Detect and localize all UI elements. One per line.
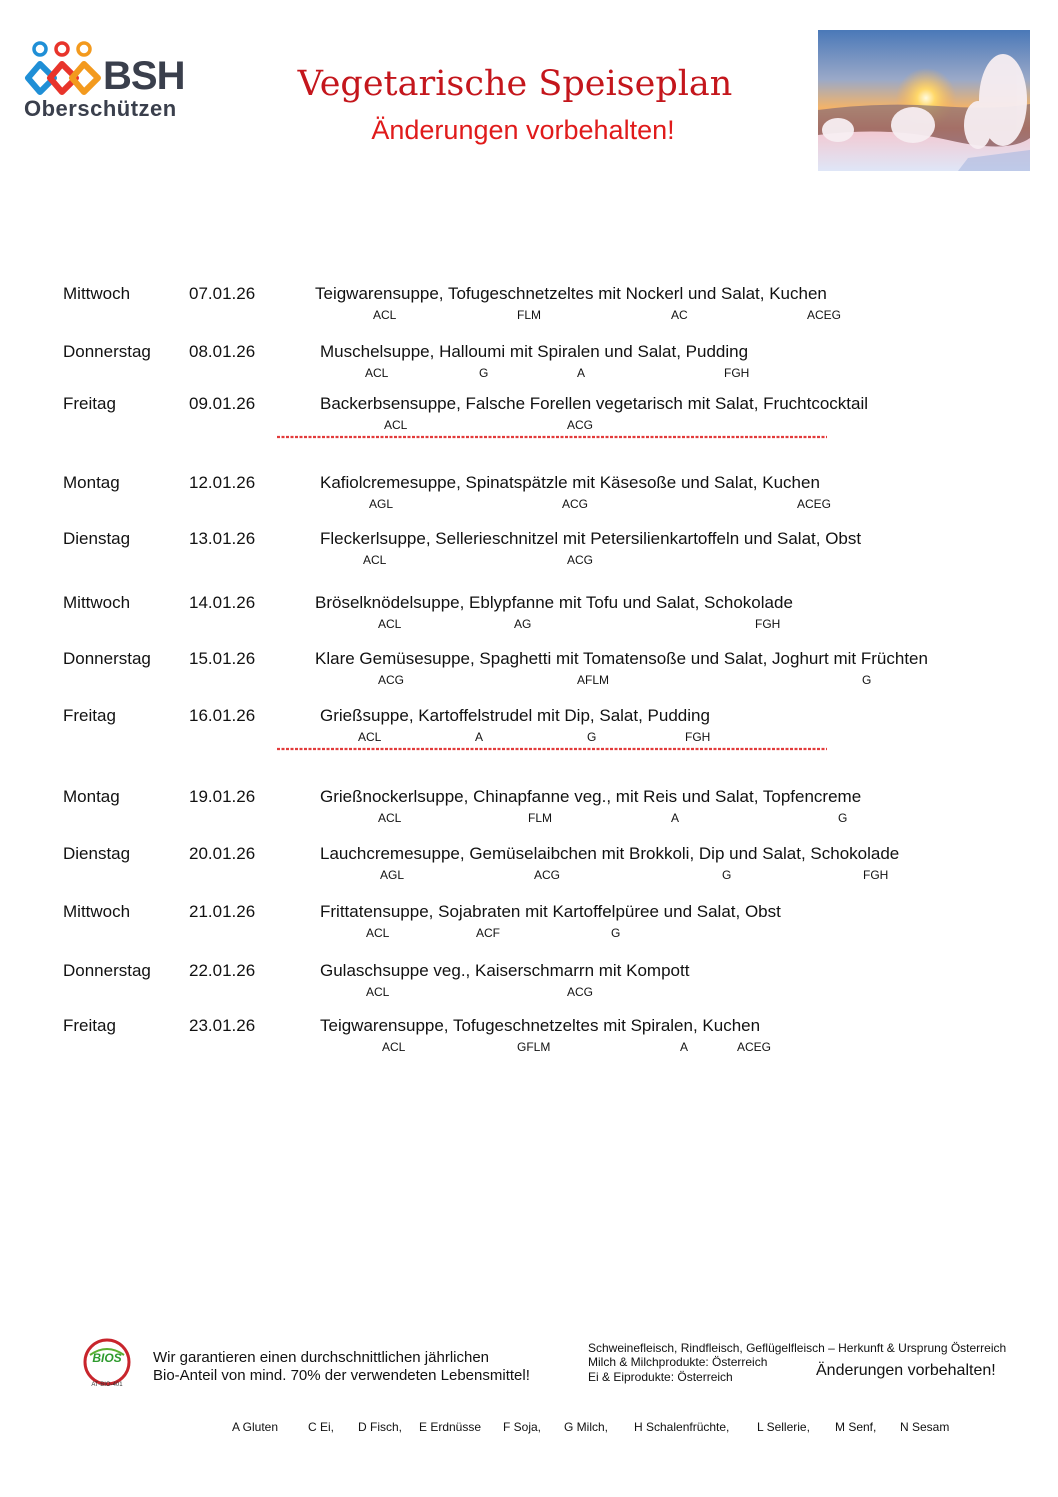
menu-meal: Frittatensuppe, Sojabraten mit Kartoffelpüree und Salat, Obst	[320, 902, 781, 921]
allergen-code: A	[671, 811, 680, 825]
allergen-code: FGH	[724, 366, 750, 380]
allergen-code: ACL	[365, 366, 389, 380]
menu-meal: Muschelsuppe, Halloumi mit Spiralen und Salat, Pudding	[320, 342, 749, 361]
menu-day: Mittwoch	[63, 902, 131, 921]
legend-item: D Fisch,	[358, 1420, 403, 1434]
legend-item: F Soja,	[503, 1420, 542, 1434]
menu-day: Freitag	[63, 706, 116, 725]
allergen-code: AC	[671, 308, 688, 322]
allergen-code: ACG	[378, 673, 405, 687]
allergen-code: GFLM	[517, 1040, 551, 1054]
origin-milk: Milch & Milchprodukte: Österreich	[588, 1355, 768, 1369]
menu-date: 13.01.26	[189, 529, 256, 548]
origin-eggs: Ei & Eiprodukte: Österreich	[588, 1370, 733, 1384]
menu-day: Freitag	[63, 394, 116, 413]
allergen-code: ACL	[366, 985, 390, 999]
legend-item: H Schalenfrüchte,	[634, 1420, 730, 1434]
allergen-code: ACL	[363, 553, 387, 567]
menu-meal: Grießnockerlsuppe, Chinapfanne veg., mit Reis und Salat, Topfencreme	[320, 787, 862, 806]
allergen-code: FLM	[528, 811, 552, 825]
winter-sunset-photo	[818, 30, 1030, 171]
allergen-code: A	[475, 730, 484, 744]
menu-meal: Lauchcremesuppe, Gemüselaibchen mit Brokkoli, Dip und Salat, Schokolade	[320, 844, 900, 863]
logo-brand-text: BSH	[103, 54, 185, 98]
bio-guarantee-line-1: Wir garantieren einen durchschnittlichen jährlichen	[153, 1349, 490, 1366]
legend-item: E Erdnüsse	[419, 1420, 482, 1434]
footer-note: Änderungen vorbehalten!	[816, 1362, 996, 1379]
week-separator-1	[277, 435, 827, 439]
menu-meal: Bröselknödelsuppe, Eblypfanne mit Tofu und Salat, Schokolade	[315, 593, 793, 612]
legend-item: M Senf,	[835, 1420, 877, 1434]
allergen-code: ACEG	[797, 497, 832, 511]
allergen-code: A	[680, 1040, 689, 1054]
menu-day: Mittwoch	[63, 593, 131, 612]
menu-date: 16.01.26	[189, 706, 256, 725]
allergen-code: G	[479, 366, 489, 380]
allergen-code: AG	[514, 617, 532, 631]
bio-guarantee-line-2: Bio-Anteil von mind. 70% der verwendeten Lebensmittel!	[153, 1367, 530, 1384]
page-subtitle: Änderungen vorbehalten!	[371, 115, 675, 145]
menu-date: 20.01.26	[189, 844, 256, 863]
menu-meal: Klare Gemüsesuppe, Spaghetti mit Tomatensoße und Salat, Joghurt mit Früchten	[315, 649, 928, 668]
allergen-code: ACG	[567, 418, 594, 432]
allergen-code: ACL	[378, 811, 402, 825]
allergen-code: ACG	[567, 553, 594, 567]
menu-day: Donnerstag	[63, 961, 151, 980]
week-separator-2	[277, 747, 827, 751]
legend-item: L Sellerie,	[757, 1420, 810, 1434]
menu-day: Montag	[63, 787, 120, 806]
allergen-code: FLM	[517, 308, 541, 322]
menu-date: 21.01.26	[189, 902, 256, 921]
menu-date: 23.01.26	[189, 1016, 256, 1035]
allergen-code: G	[722, 868, 732, 882]
menu-day: Mittwoch	[63, 284, 131, 303]
allergen-code: G	[862, 673, 872, 687]
menu-meal: Teigwarensuppe, Tofugeschnetzeltes mit Nockerl und Salat, Kuchen	[315, 284, 827, 303]
allergen-code: ACL	[384, 418, 408, 432]
menu-meal: Gulaschsuppe veg., Kaiserschmarrn mit Kompott	[320, 961, 690, 980]
menu-day: Dienstag	[63, 844, 131, 863]
menu-meal: Fleckerlsuppe, Sellerieschnitzel mit Petersilienkartoffeln und Salat, Obst	[320, 529, 862, 548]
allergen-code: G	[611, 926, 621, 940]
allergen-code: G	[587, 730, 597, 744]
legend-item: C Ei,	[308, 1420, 335, 1434]
menu-meal: Grießsuppe, Kartoffelstrudel mit Dip, Salat, Pudding	[320, 706, 710, 725]
menu-date: 08.01.26	[189, 342, 256, 361]
menu-date: 14.01.26	[189, 593, 256, 612]
menu-date: 22.01.26	[189, 961, 256, 980]
allergen-code: FGH	[685, 730, 711, 744]
allergen-code: ACL	[373, 308, 397, 322]
bio-badge-label: BIOS	[92, 1351, 122, 1365]
menu-date: 12.01.26	[189, 473, 256, 492]
allergen-code: ACG	[567, 985, 594, 999]
allergen-code: ACF	[476, 926, 500, 940]
menu-date: 09.01.26	[189, 394, 256, 413]
menu-day: Freitag	[63, 1016, 116, 1035]
menu-meal: Kafiolcremesuppe, Spinatspätzle mit Käsesoße und Salat, Kuchen	[320, 473, 820, 492]
logo-location-text: Oberschützen	[24, 96, 177, 121]
menu-day: Donnerstag	[63, 649, 151, 668]
allergen-code: AGL	[380, 868, 405, 882]
allergen-code: ACG	[562, 497, 589, 511]
bio-badge-code: AT-BIO-401	[91, 1382, 123, 1388]
legend-item: A Gluten	[232, 1420, 279, 1434]
legend-item: N Sesam	[900, 1420, 950, 1434]
menu-date: 07.01.26	[189, 284, 256, 303]
allergen-code: FGH	[755, 617, 781, 631]
menu-day: Dienstag	[63, 529, 131, 548]
allergen-code: AGL	[369, 497, 394, 511]
allergen-code: A	[577, 366, 586, 380]
menu-day: Montag	[63, 473, 120, 492]
bio-certification-badge	[80, 1337, 134, 1391]
menu-meal: Teigwarensuppe, Tofugeschnetzeltes mit Spiralen, Kuchen	[320, 1016, 761, 1035]
allergen-code: ACEG	[737, 1040, 772, 1054]
menu-day: Donnerstag	[63, 342, 151, 361]
origin-meat: Schweinefleisch, Rindfleisch, Geflügelfleisch – Herkunft & Ursprung Österreich	[588, 1341, 1007, 1355]
menu-meal: Backerbsensuppe, Falsche Forellen vegetarisch mit Salat, Fruchtcocktail	[320, 394, 869, 413]
legend-item: G Milch,	[564, 1420, 609, 1434]
allergen-code: ACL	[358, 730, 382, 744]
allergen-code: ACG	[534, 868, 561, 882]
allergen-code: ACL	[366, 926, 390, 940]
allergen-code: ACL	[382, 1040, 406, 1054]
allergen-code: G	[838, 811, 848, 825]
allergen-code: ACL	[378, 617, 402, 631]
menu-date: 19.01.26	[189, 787, 256, 806]
menu-date: 15.01.26	[189, 649, 256, 668]
allergen-code: AFLM	[577, 673, 610, 687]
allergen-code: FGH	[863, 868, 889, 882]
allergen-code: ACEG	[807, 308, 842, 322]
page-title: Vegetarische Speiseplan	[297, 64, 733, 104]
